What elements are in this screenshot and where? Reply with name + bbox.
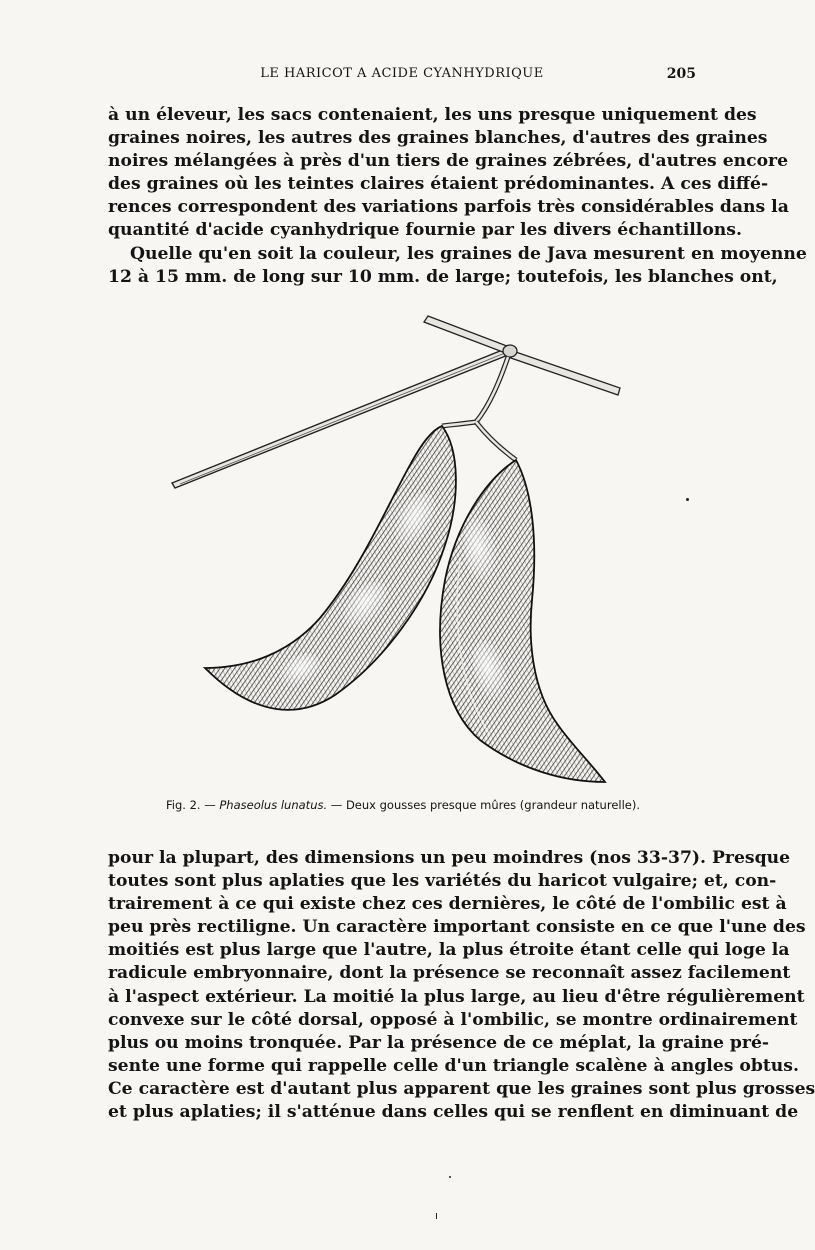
text-line: pour la plupart, des dimensions un peu moindres (nos 33-37). Presque (108, 848, 791, 868)
bean-pods-illustration (160, 300, 640, 800)
text-line: à l'aspect extérieur. La moitié la plus large, au lieu d'être régulièrement (108, 986, 805, 1007)
text-line: radicule embryonnaire, dont la présence se reconnaît assez facilement (108, 963, 791, 984)
text-line: et plus aplaties; il s'atténue dans celles qui se renflent en diminuant de (108, 1102, 799, 1123)
text-line: à un éleveur, les sacs contenaient, les uns presque uniquement des (108, 105, 757, 125)
paragraph-top (108, 104, 807, 289)
right-pod (440, 460, 605, 782)
paragraph-bottom (108, 847, 815, 1124)
running-title: LE HARICOT A ACIDE CYANHYDRIQUE (260, 66, 544, 81)
figure-caption (108, 798, 698, 812)
text-line: 12 à 15 mm. de long sur 10 mm. de large; toutefois, les blanches ont, (108, 266, 778, 287)
text-line: trairement à ce qui existe chez ces dernières, le côté de l'ombilic est à (108, 894, 787, 915)
text-line: sente une forme qui rappelle celle d'un triangle scalène à angles obtus. (108, 1055, 799, 1076)
caption-description: — Deux gousses presque mûres (grandeur naturelle). (330, 798, 640, 812)
print-speck (449, 1176, 451, 1178)
left-pod (205, 426, 456, 710)
text-line: des graines où les teintes claires étaient prédominantes. A ces diffé- (108, 174, 769, 195)
print-speck (686, 498, 689, 501)
page-header (108, 66, 696, 90)
text-line: plus ou moins tronquée. Par la présence de ce méplat, la graine pré- (108, 1032, 770, 1053)
page-number: 205 (666, 66, 696, 82)
caption-species: Phaseolus lunatus. (219, 798, 328, 812)
text-line: graines noires, les autres des graines blanches, d'autres des graines (108, 128, 768, 149)
caption-label: Fig. 2. — (165, 798, 216, 812)
text-line: moitiés est plus large que l'autre, la plus étroite étant celle qui loge la (108, 940, 790, 961)
stem (172, 316, 620, 488)
text-line: noires mélangées à près d'un tiers de graines zébrées, d'autres encore (108, 151, 789, 172)
text-line: convexe sur le côté dorsal, opposé à l'ombilic, se montre ordinairement (108, 1009, 798, 1030)
text-line: toutes sont plus aplaties que les variétés du haricot vulgaire; et, con- (108, 871, 777, 892)
text-line: peu près rectiligne. Un caractère important consiste en ce que l'une des (108, 917, 806, 938)
text-line: Ce caractère est d'autant plus apparent que les graines sont plus grosses (108, 1078, 815, 1099)
print-speck (436, 1213, 437, 1219)
text-line: rences correspondent des variations parfois très considérables dans la (108, 197, 789, 218)
text-line: Quelle qu'en soit la couleur, les graines de Java mesurent en moyenne (130, 243, 807, 264)
text-line: quantité d'acide cyanhydrique fournie par les divers échantillons. (108, 220, 742, 241)
